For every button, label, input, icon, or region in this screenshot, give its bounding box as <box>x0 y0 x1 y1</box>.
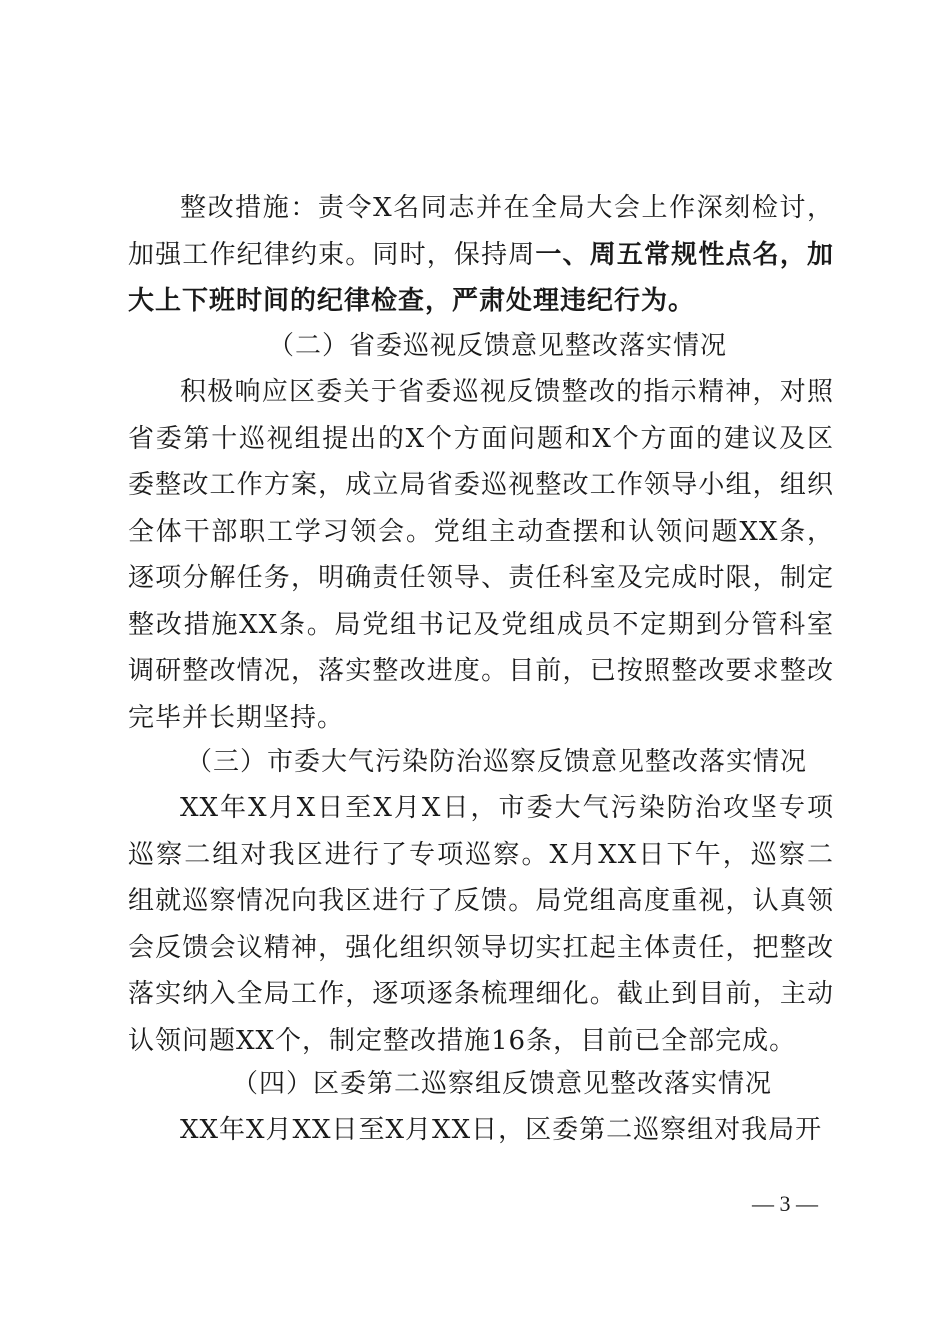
paragraph-text-bold: 一、周五常规性点名，加大上下班时间的纪律检查，严肃处理违纪行为。 <box>128 239 834 316</box>
page-number: — 3 — <box>752 1191 818 1216</box>
paragraph-section-2: 积极响应区委关于省委巡视反馈整改的指示精神，对照省委第十巡视组提出的X个方面问题和X个方面的建议及区委整改工作方案，成立局省委巡视整改工作领导小组，组织全体干部职工学习领会。党组主动查摆和认领问题XX条，逐项分解任务，明确责任领导、责任科室及完成时限，制定整改措施XX条。局党组书记及党组成员不定期到分管科室调研整改情况，落实整改进度。目前，已按照整改要求整改完毕并长期坚持。 <box>128 377 834 733</box>
section-heading-3: （三）市委大气污染防治巡察反馈意见整改落实情况 <box>186 747 808 777</box>
paragraph-text-normal: 整改措施：责令X名同志并在全局大会上作深刻检讨，加强工作纪律约束。同时，保持周 <box>128 193 834 270</box>
paragraph-section-3: XX年X月X日至X月X日，市委大气污染防治攻坚专项巡察二组对我区进行了专项巡察。X月XX日下午，巡察二组就巡察情况向我区进行了反馈。局党组高度重视，认真领会反馈会议精神，强化组织领导切实扛起主体责任，把整改落实纳入全局工作，逐项逐条梳理细化。截止到目前，主动认领问题XX个，制定整改措施16条，目前已全部完成。 <box>128 793 834 1056</box>
section-heading-2: （二）省委巡视反馈意见整改落实情况 <box>268 331 728 361</box>
section-heading-4: （四）区委第二巡察组反馈意见整改落实情况 <box>232 1069 773 1099</box>
paragraph-section-4: XX年X月XX日至X月XX日，区委第二巡察组对我局开 <box>180 1115 823 1145</box>
paragraph-rectification-measures <box>128 185 834 325</box>
